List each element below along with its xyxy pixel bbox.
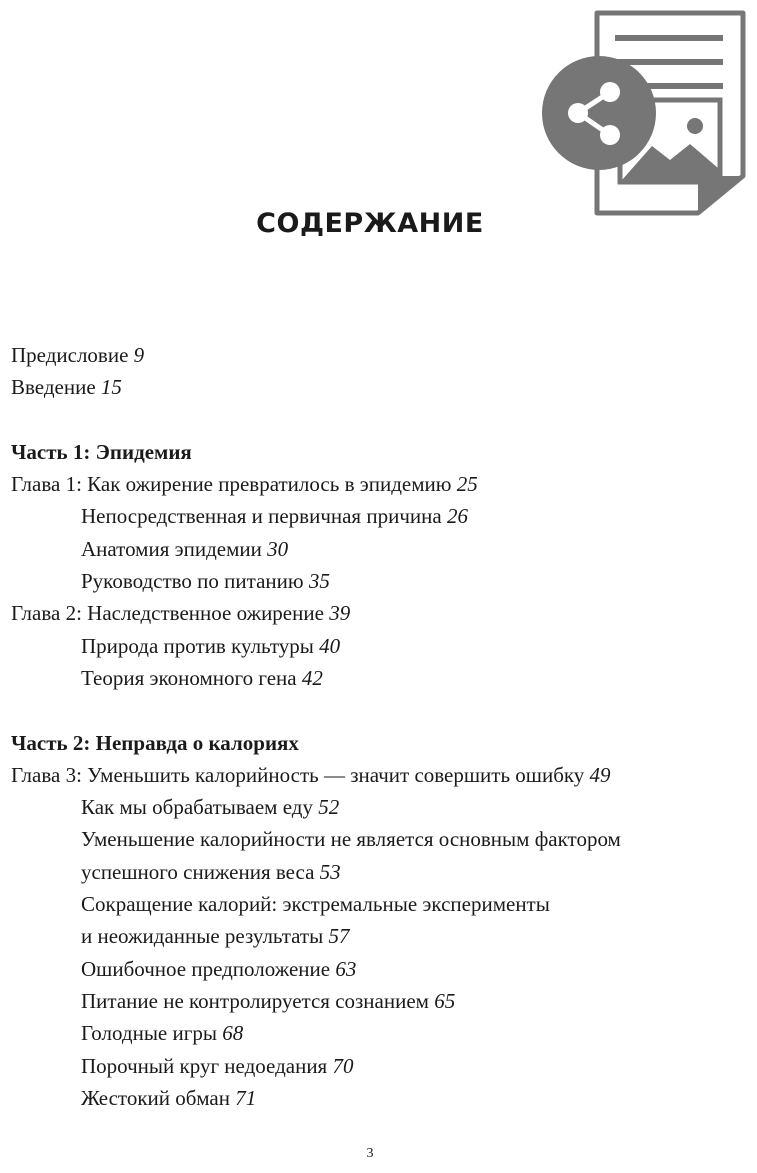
toc-entry-introduction[interactable]: Введение 15: [11, 375, 122, 400]
toc-part-heading: Часть 2: Неправда о калориях: [11, 730, 299, 755]
toc-section-entry[interactable]: Уменьшение калорийности не является основным фактором: [81, 827, 621, 852]
toc-section-entry[interactable]: Порочный круг недоедания 70: [81, 1053, 354, 1078]
page-number: 3: [366, 1146, 374, 1161]
toc-section-entry[interactable]: Теория экономного гена 42: [81, 665, 323, 690]
share-document-icon: [540, 8, 750, 218]
toc-section-entry[interactable]: Природа против культуры 40: [81, 633, 341, 658]
toc-section-entry[interactable]: Ошибочное предположение 63: [81, 956, 357, 981]
toc-section-entry[interactable]: Анатомия эпидемии 30: [81, 536, 289, 561]
toc-section-entry-continued[interactable]: успешного снижения веса 53: [81, 859, 341, 884]
toc-section-entry[interactable]: Руководство по питанию 35: [81, 569, 330, 594]
page-title: СОДЕРЖАНИЕ: [256, 208, 484, 239]
toc-entry-preface[interactable]: Предисловие 9: [11, 343, 145, 367]
toc-chapter-entry[interactable]: Глава 3: Уменьшить калорийность — значит совершить ошибку 49: [11, 762, 611, 787]
toc-section-entry[interactable]: Непосредственная и первичная причина 26: [81, 504, 468, 529]
toc-chapter-entry[interactable]: Глава 1: Как ожирение превратилось в эпидемию 25: [11, 472, 478, 497]
toc-chapter-entry[interactable]: Глава 2: Наследственное ожирение 39: [11, 601, 351, 626]
table-of-contents: [11, 339, 751, 1114]
toc-section-entry-continued[interactable]: и неожиданные результаты 57: [81, 924, 350, 949]
toc-section-entry[interactable]: Сокращение калорий: экстремальные эксперименты: [81, 892, 550, 917]
toc-section-entry[interactable]: Жестокий обман 71: [81, 1085, 257, 1110]
toc-section-entry[interactable]: Питание не контролируется сознанием 65: [81, 988, 456, 1013]
toc-section-entry[interactable]: Как мы обрабатываем еду 52: [81, 795, 340, 820]
toc-section-entry[interactable]: Голодные игры 68: [81, 1021, 244, 1046]
toc-part-heading: Часть 1: Эпидемия: [11, 439, 192, 464]
